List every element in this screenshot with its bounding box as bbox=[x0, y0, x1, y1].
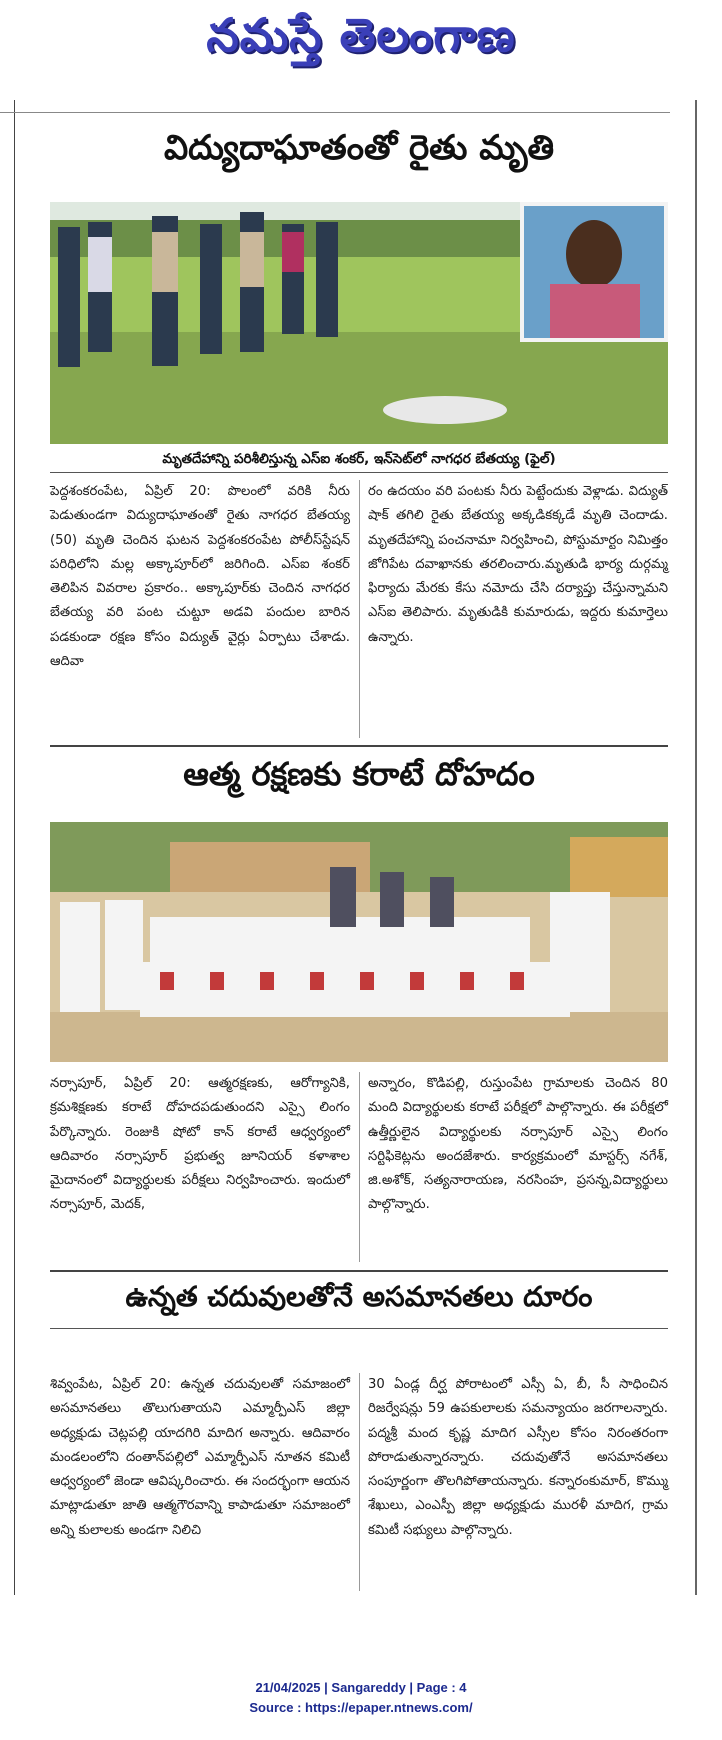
left-margin-rule bbox=[14, 100, 15, 1595]
article3-text-right: 30 ఏండ్ల దీర్ఘ పోరాటంలో ఎస్సీ ఏ, బీ, సీ సాధించిన రిజర్వేషన్లు 59 ఉపకులాలకు సమన్యాయం జరగాలన్నారు. పద్మశ్రీ మంద కృష్ణ మాదిగ ఎస్సీల కోసం నిరంతరంగా పోరాడుతున్నారన్నారు. చదువుతోనే అసమానతలు సంపూర్ణంగా తొలగిపోతాయన్నారు. కన్నారంకుమార్, కొమ్ము శేఖులు, ఎంఎస్పీ జిల్లా అధ్యక్షుడు మురళీ మాదిగ, గ్రామ కమిటీ సభ్యులు పాల్గొన్నారు. bbox=[368, 1377, 668, 1538]
article2-headline: ఆత్మ రక్షణకు కరాటే దోహదం bbox=[183, 755, 535, 793]
article1-text-right: రం ఉదయం వరి పంటకు నీరు పెట్టేందుకు వెళ్లాడు. విద్యుత్ షాక్ తగిలి రైతు బేతయ్య అక్కడికక్కడే మృతి చెందాడు. మృతదేహాన్ని పంచనామా నిర్వహించి, పోస్టుమార్టం నిమిత్తం జోగిపేట దవాఖానకు తరలించారు.మృతుడి భార్య దుర్గమ్మ ఫిర్యాదు మేరకు కేసు నమోదు చేసి దర్యాప్తు చేస్తున్నామని ఎస్ఐ తెలిపారు. మృతుడికి కుమారుడు, ఇద్దరు కుమార్తెలు ఉన్నారు. bbox=[368, 484, 668, 645]
photo-caption: మృతదేహాన్ని పరిశీలిస్తున్న ఎస్ఐ శంకర్, ఇన్‌సెట్‌లో నాగధర బేతయ్య (ఫైల్) bbox=[162, 451, 556, 467]
article3-column-left bbox=[50, 1373, 350, 1543]
footer-date-edition: 21/04/2025 | Sangareddy | Page : 4 bbox=[255, 1680, 467, 1695]
farm-accident-photo bbox=[50, 202, 668, 444]
caption-rule bbox=[50, 472, 668, 473]
article1-headline: విద్యుదాఘాతంతో రైతు మృతి bbox=[163, 128, 555, 168]
karate-group-photo bbox=[50, 822, 668, 1062]
article2-column-right bbox=[368, 1072, 668, 1218]
footer-source[interactable]: Source : https://epaper.ntnews.com/ bbox=[249, 1700, 473, 1715]
article1-bottom-rule bbox=[50, 745, 668, 747]
article3-column-right bbox=[368, 1373, 668, 1543]
article2-text-left: నర్సాపూర్, ఏప్రిల్ 20: ఆత్మరక్షణకు, ఆరోగ్యానికి, క్రమశిక్షణకు కరాటే దోహదపడుతుందని ఎస్సై లింగం పేర్కొన్నారు. రెంజుకి షోటో కాన్ కరాటే ఆధ్వర్యంలో ఆదివారం నర్సాపూర్ ప్రభుత్వ జూనియర్ కళాశాల మైదానంలో విద్యార్థులకు పరీక్షలు నిర్వహించారు. ఇందులో నర్సాపూర్, మెదక్, bbox=[50, 1076, 350, 1213]
article3-text-left: శివ్వంపేట, ఏప్రిల్ 20: ఉన్నత చదువులతో సమాజంలో అసమానతలు తొలుగుతాయని ఎమ్మార్పీఎస్ జిల్లా అధ్యక్షుడు చెట్లపల్లి యాదగిరి మాదిగ అన్నారు. ఆదివారం మండలంలోని దంతాన్‌పల్లిలో ఎమ్మార్పీఎస్ నూతన కమిటీ ఆధ్వర్యంలో జెండా ఆవిష్కరించారు. ఈ సందర్భంగా ఆయన మాట్లాడుతూ జాతి ఆత్మగౌరవాన్ని కాపాడుతూ సమాజంలో అన్ని కులాలకు అండగా నిలిచి bbox=[50, 1377, 350, 1538]
article2-text-right: అన్నారం, కొడిపల్లి, రుస్తుంపేట గ్రామాలకు చెందిన 80 మంది విద్యార్థులకు కరాటే పరీక్షలో పాల్గొన్నారు. ఈ పరీక్షలో ఉత్తీర్ణులైన విద్యార్థులకు నర్సాపూర్ ఎస్సై లింగం సర్టిఫికెట్లను అందజేశారు. కార్యక్రమంలో మాస్టర్స్ నగేశ్, జి.అశోక్, సత్యనారాయణ, నరసింహ, ప్రసన్న,విద్యార్థులు పాల్గొన్నారు. bbox=[368, 1076, 668, 1213]
article1-column-left bbox=[50, 480, 350, 674]
article1-column-divider bbox=[359, 480, 360, 738]
masthead bbox=[0, 0, 722, 90]
article3-column-divider bbox=[359, 1373, 360, 1591]
article2-bottom-rule bbox=[50, 1270, 668, 1272]
article1-column-right bbox=[368, 480, 668, 650]
article3-headline: ఉన్నత చదువులతోనే అసమానతలు దూరం bbox=[125, 1280, 593, 1313]
article2-column-divider bbox=[359, 1072, 360, 1262]
newspaper-logo: నమస్తే తెలంగాణ bbox=[206, 8, 516, 62]
top-rule bbox=[0, 112, 670, 113]
article3-headline-rule bbox=[50, 1328, 668, 1329]
article1-text-left: పెద్దశంకరంపేట, ఏప్రిల్ 20: పొలంలో వరికి నీరు పెడుతుండగా విద్యుదాఘాతంతో రైతు నాగధర బేతయ్య (50) మృతి చెందిన ఘటన పెద్దశంకరంపేట పోలీస్‌స్టేషన్ పరిధిలోని మల్ల అక్కాపూర్‌లో జరిగింది. ఎస్ఐ శంకర్ తెలిపిన వివరాల ప్రకారం.. అక్కాపూర్‌కు చెందిన నాగధర బేతయ్య వరి పంట చుట్టూ అడవి పందుల బారిన పడకుండా రక్షణ కోసం విద్యుత్ వైర్లు ఏర్పాటు చేశాడు. ఆదివా bbox=[50, 484, 350, 670]
right-margin-rule bbox=[695, 100, 697, 1595]
article2-column-left bbox=[50, 1072, 350, 1218]
